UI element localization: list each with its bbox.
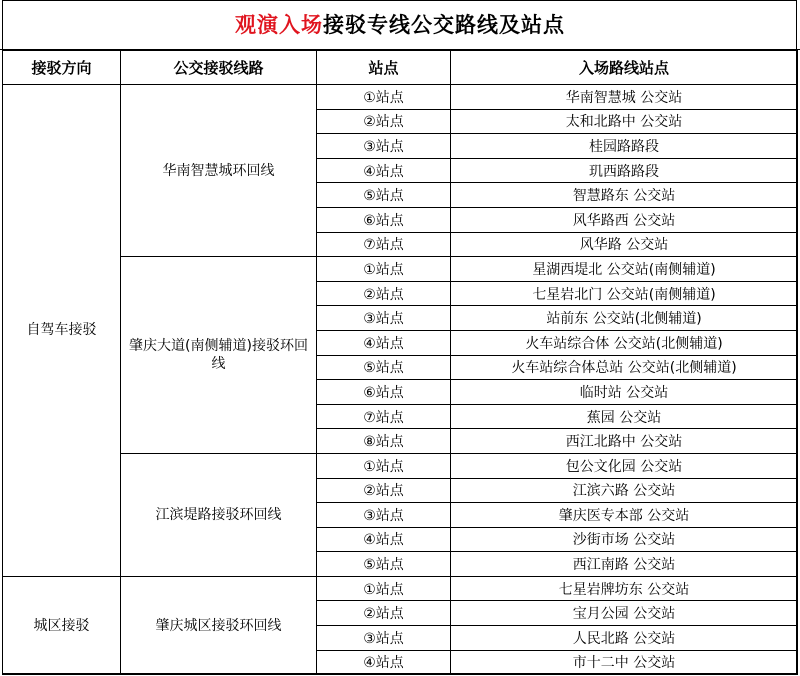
stop-cell: ⑧站点: [317, 429, 451, 454]
title-highlight: 观演入场: [235, 13, 323, 37]
stop-cell: ④站点: [317, 527, 451, 552]
header-stop: 站点: [317, 51, 451, 85]
station-cell: 西江南路 公交站: [451, 552, 798, 577]
stop-cell: ①站点: [317, 257, 451, 282]
station-cell: 火车站综合体 公交站(北侧辅道): [451, 330, 798, 355]
header-route: 公交接驳线路: [121, 51, 317, 85]
stop-cell: ②站点: [317, 109, 451, 134]
station-cell: 桂园路路段: [451, 134, 798, 159]
station-cell: 玑西路路段: [451, 158, 798, 183]
stop-cell: ⑦站点: [317, 404, 451, 429]
stop-cell: ⑤站点: [317, 355, 451, 380]
station-cell: 七星岩北门 公交站(南侧辅道): [451, 281, 798, 306]
station-cell: 市十二中 公交站: [451, 650, 798, 675]
page-title: [0, 0, 800, 50]
station-cell: 站前东 公交站(北侧辅道): [451, 306, 798, 331]
station-cell: 蕉园 公交站: [451, 404, 798, 429]
station-cell: 太和北路中 公交站: [451, 109, 798, 134]
stop-cell: ②站点: [317, 478, 451, 503]
table-row: [3, 85, 798, 110]
direction-urban: 城区接驳: [3, 576, 121, 674]
stop-cell: ④站点: [317, 158, 451, 183]
route-name: 肇庆大道(南侧辅道)接驳环回线: [121, 257, 317, 454]
stop-cell: ④站点: [317, 650, 451, 675]
stop-cell: ①站点: [317, 85, 451, 110]
stop-cell: ②站点: [317, 281, 451, 306]
header-direction: 接驳方向: [3, 51, 121, 85]
station-cell: 智慧路东 公交站: [451, 183, 798, 208]
title-rest: 接驳专线公交路线及站点: [323, 13, 565, 37]
route-name: 华南智慧城环回线: [121, 85, 317, 257]
table-row: [3, 453, 798, 478]
station-cell: 临时站 公交站: [451, 380, 798, 405]
station-cell: 华南智慧城 公交站: [451, 85, 798, 110]
station-cell: 沙街市场 公交站: [451, 527, 798, 552]
stop-cell: ③站点: [317, 626, 451, 651]
station-cell: 宝月公园 公交站: [451, 601, 798, 626]
stop-cell: ①站点: [317, 576, 451, 601]
route-name: 肇庆城区接驳环回线: [121, 576, 317, 674]
station-cell: 七星岩牌坊东 公交站: [451, 576, 798, 601]
stop-cell: ⑥站点: [317, 207, 451, 232]
header-row: [3, 51, 798, 85]
table-row: [3, 257, 798, 282]
stop-cell: ③站点: [317, 503, 451, 528]
stop-cell: ⑥站点: [317, 380, 451, 405]
stop-cell: ③站点: [317, 306, 451, 331]
station-cell: 人民北路 公交站: [451, 626, 798, 651]
stop-cell: ④站点: [317, 330, 451, 355]
direction-self-drive: 自驾车接驳: [3, 85, 121, 577]
station-cell: 火车站综合体总站 公交站(北侧辅道): [451, 355, 798, 380]
stop-cell: ⑦站点: [317, 232, 451, 257]
route-name: 江滨堤路接驳环回线: [121, 453, 317, 576]
stop-cell: ①站点: [317, 453, 451, 478]
table-row: [3, 576, 798, 601]
stop-cell: ⑤站点: [317, 552, 451, 577]
station-cell: 星湖西堤北 公交站(南侧辅道): [451, 257, 798, 282]
route-table: [2, 50, 798, 675]
station-cell: 包公文化园 公交站: [451, 453, 798, 478]
station-cell: 江滨六路 公交站: [451, 478, 798, 503]
station-cell: 西江北路中 公交站: [451, 429, 798, 454]
station-cell: 肇庆医专本部 公交站: [451, 503, 798, 528]
stop-cell: ⑤站点: [317, 183, 451, 208]
stop-cell: ③站点: [317, 134, 451, 159]
header-stations: 入场路线站点: [451, 51, 798, 85]
station-cell: 风华路西 公交站: [451, 207, 798, 232]
stop-cell: ②站点: [317, 601, 451, 626]
station-cell: 风华路 公交站: [451, 232, 798, 257]
